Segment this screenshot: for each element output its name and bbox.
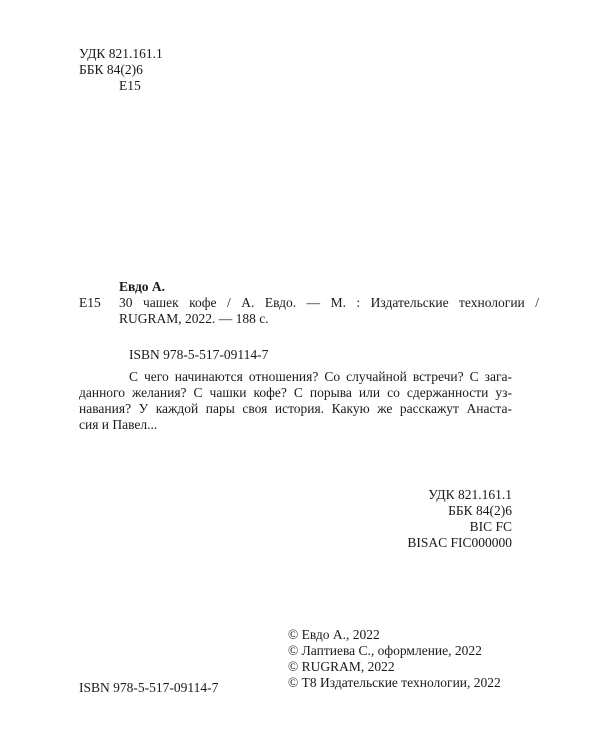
top-catalog-codes	[79, 46, 163, 94]
annotation-line-3: навания? У каждой пары своя история. Какую же расскажут Анаста-	[79, 401, 512, 416]
author-mark: Е15	[119, 78, 141, 93]
annotation-line-1: С чего начинаются отношения? Со случайной встречи? С зага-	[129, 369, 512, 384]
record-title-line-2: RUGRAM, 2022. — 188 с.	[119, 311, 269, 326]
copyright-line-3: © RUGRAM, 2022	[288, 659, 395, 674]
copyright-line-1: © Евдо А., 2022	[288, 627, 380, 642]
record-isbn	[129, 347, 268, 363]
record-isbn-text: ISBN 978-5-517-09114-7	[129, 347, 269, 362]
bic-code: BIC FC	[469, 519, 512, 534]
copyright-line-2: © Лаптиева С., оформление, 2022	[288, 643, 482, 658]
annotation-line-4: сия и Павел...	[79, 417, 158, 432]
bibliographic-record	[79, 279, 539, 327]
record-author: Евдо А.	[119, 279, 166, 294]
bottom-isbn-text: ISBN 978-5-517-09114-7	[79, 680, 219, 695]
udk-code: УДК 821.161.1	[79, 46, 163, 61]
bbk-code: ББК 84(2)6	[79, 62, 143, 77]
right-udk-code: УДК 821.161.1	[428, 487, 512, 502]
copyright-block	[288, 627, 501, 691]
record-title-line-1: 30 чашек кофе / А. Евдо. — М. : Издательские технологии /	[119, 295, 539, 310]
bottom-isbn	[79, 680, 218, 696]
annotation-line-2: данного желания? С чашки кофе? С порыва или со сдержанности уз-	[79, 385, 512, 400]
record-title-row	[79, 295, 539, 311]
annotation	[79, 369, 512, 433]
right-bbk-code: ББК 84(2)6	[448, 503, 512, 518]
record-author-mark: Е15	[79, 295, 101, 310]
right-catalog-codes	[407, 487, 512, 551]
bisac-code: BISAC FIC000000	[407, 535, 512, 550]
copyright-line-4: © Т8 Издательские технологии, 2022	[288, 675, 501, 690]
